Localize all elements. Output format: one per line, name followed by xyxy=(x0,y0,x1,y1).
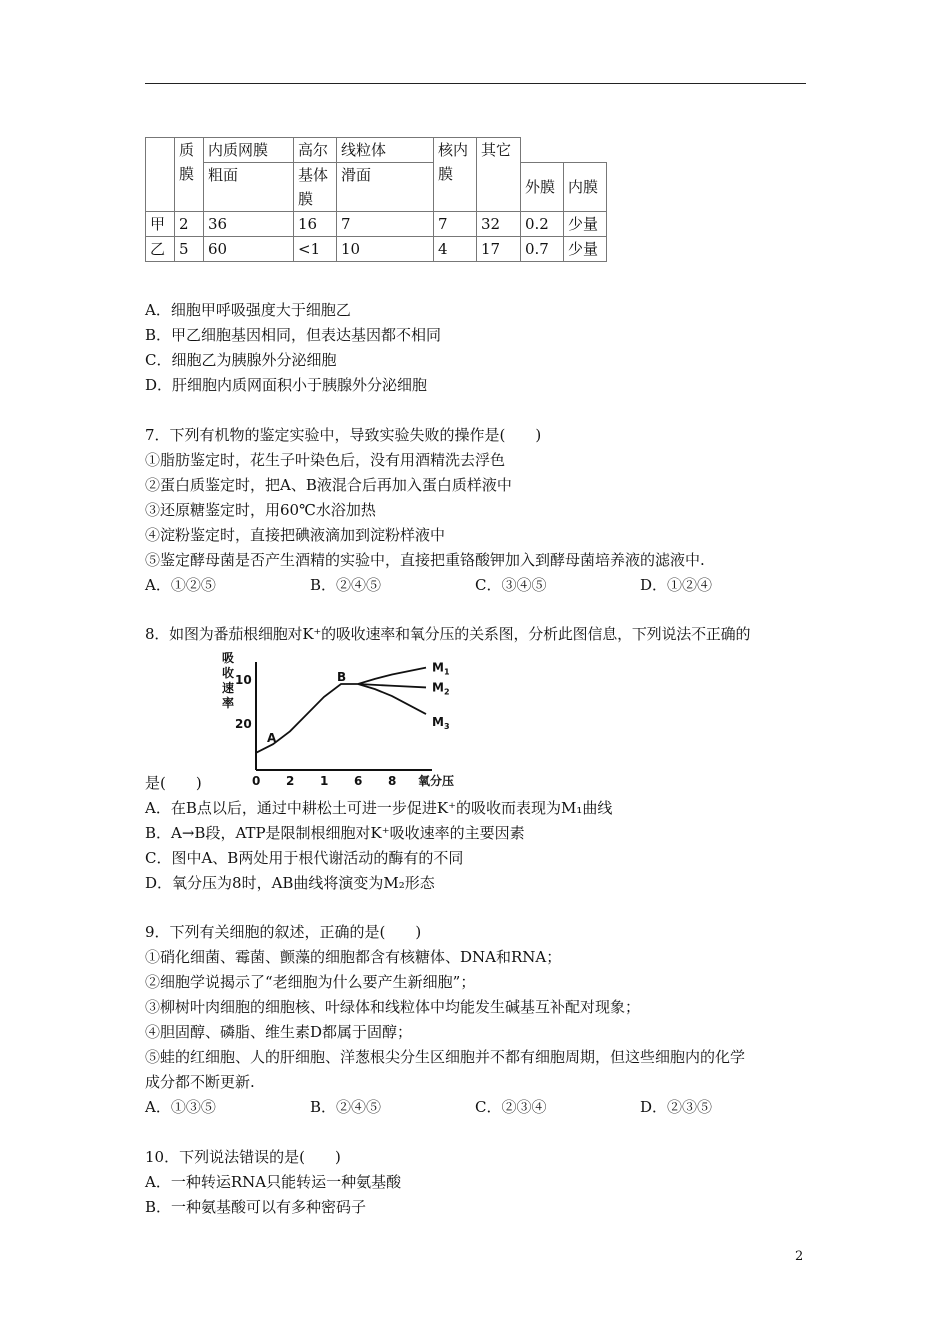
table-cell: 质膜 xyxy=(175,138,204,212)
y-label-char: 吸 xyxy=(222,651,235,665)
table-cell: 7 xyxy=(434,212,477,237)
curve-group xyxy=(256,661,450,753)
cell-text: 核内 xyxy=(438,141,469,159)
series-label-m2: $M_2$ xyxy=(432,680,450,697)
table-cell: 60 xyxy=(204,237,294,262)
q8-option-d: D．氧分压为8时，AB曲线将演变为M₂形态 xyxy=(145,874,435,892)
q7-stem: 7．下列有机物的鉴定实验中，导致实验失败的操作是( ) xyxy=(145,426,542,444)
table-cell: 36 xyxy=(204,212,294,237)
q9-option-b: B．②④⑤ xyxy=(310,1098,382,1116)
table-cell: 17 xyxy=(477,237,521,262)
y-label-char: 率 xyxy=(222,696,235,710)
q7-option-c: C．③④⑤ xyxy=(475,576,547,594)
q9-item: ①硝化细菌、霉菌、颤藻的细胞都含有核糖体、DNA和RNA； xyxy=(145,948,562,966)
q9-item: ③柳树叶肉细胞的细胞核、叶绿体和线粒体中均能发生碱基互补配对现象； xyxy=(145,998,641,1016)
q7-option-b: B．②④⑤ xyxy=(310,576,382,594)
q9-option-a: A．①③⑤ xyxy=(145,1098,216,1116)
point-label-b: B xyxy=(337,670,347,684)
q7-item: ①脂肪鉴定时，花生子叶染色后，没有用酒精洗去浮色 xyxy=(145,451,506,469)
q8-option-c: C．图中A、B两处用于根代谢活动的酶有的不同 xyxy=(145,849,464,867)
q9-option-d: D．②③⑤ xyxy=(640,1098,713,1116)
table-cell: 内膜 xyxy=(564,163,607,212)
q7-item: ③还原糖鉴定时，用60℃水浴加热 xyxy=(145,501,376,519)
q9-stem: 9．下列有关细胞的叙述，正确的是( ) xyxy=(145,923,422,941)
table-cell xyxy=(434,138,477,212)
table-cell xyxy=(521,138,607,163)
y-label-char: 速 xyxy=(222,681,235,695)
table-cell: 线粒体 xyxy=(337,138,434,163)
x-tick-label: 8 xyxy=(388,774,397,788)
q6-option-b: B．甲乙细胞基因相同，但表达基因都不相同 xyxy=(145,326,442,344)
x-tick-label: 0 xyxy=(252,774,261,788)
q9-item: 成分都不断更新. xyxy=(145,1073,255,1091)
series-label-m3: $M_3$ xyxy=(432,715,450,732)
table-row xyxy=(146,163,607,212)
y-label-char: 收 xyxy=(222,666,235,680)
table-cell: <1 xyxy=(294,237,337,262)
table-cell: 粗面 xyxy=(204,163,294,212)
q7-item: ⑤鉴定酵母菌是否产生酒精的实验中，直接把重铬酸钾加入到酵母菌培养液的滤液中. xyxy=(145,551,705,569)
table-cell: 滑面 xyxy=(337,163,434,212)
table-cell: 5 xyxy=(175,237,204,262)
q9-item: ②细胞学说揭示了“老细胞为什么要产生新细胞”； xyxy=(145,973,476,991)
table-cell: 其它 xyxy=(477,138,521,212)
table-cell: 少量 xyxy=(564,237,607,262)
q8-option-b: B．A→B段，ATP是限制根细胞对K⁺吸收速率的主要因素 xyxy=(145,824,525,842)
table-cell: 10 xyxy=(337,237,434,262)
table-cell: 基体膜 xyxy=(294,163,337,212)
q6-option-c: C．细胞乙为胰腺外分泌细胞 xyxy=(145,351,337,369)
table-cell: 少量 xyxy=(564,212,607,237)
table-cell: 甲 xyxy=(146,212,175,237)
q7-option-a: A．①②⑤ xyxy=(145,576,216,594)
table-cell: 4 xyxy=(434,237,477,262)
q9-item: ⑤蛙的红细胞、人的肝细胞、洋葱根尖分生区细胞并不都有细胞周期，但这些细胞内的化学 xyxy=(145,1048,746,1066)
y-tick-label: 20 xyxy=(235,717,252,731)
table-cell: 内质网膜 xyxy=(204,138,294,163)
q8-stem-end: 是( ) xyxy=(145,774,202,792)
cell-text: 膜 xyxy=(438,165,454,183)
y-axis-label xyxy=(222,651,235,710)
q10-option-a: A．一种转运RNA只能转运一种氨基酸 xyxy=(145,1173,402,1191)
q6-option-d: D．肝细胞内质网面积小于胰腺外分泌细胞 xyxy=(145,376,428,394)
q10-stem: 10．下列说法错误的是( ) xyxy=(145,1148,341,1166)
q9-item: ④胆固醇、磷脂、维生素D都属于固醇； xyxy=(145,1023,413,1041)
x-tick-label: 2 xyxy=(286,774,295,788)
table-cell: 高尔 xyxy=(294,138,337,163)
table-cell: 16 xyxy=(294,212,337,237)
point-label-a: A xyxy=(267,731,277,746)
table-cell: 0.7 xyxy=(521,237,564,262)
table-cell: 7 xyxy=(337,212,434,237)
x-axis-label: 氧分压 xyxy=(418,774,455,788)
x-tick-label: 6 xyxy=(354,774,363,788)
table-row xyxy=(146,237,607,262)
q6-option-a: A．细胞甲呼吸强度大于细胞乙 xyxy=(145,301,351,319)
organelle-table xyxy=(145,137,607,262)
page-number: 2 xyxy=(795,1249,804,1264)
k-absorption-chart xyxy=(220,650,460,790)
q9-option-c: C．②③④ xyxy=(475,1098,547,1116)
q7-item: ④淀粉鉴定时，直接把碘液滴加到淀粉样液中 xyxy=(145,526,446,544)
header-rule xyxy=(145,83,806,84)
table-cell: 0.2 xyxy=(521,212,564,237)
q7-option-d: D．①②④ xyxy=(640,576,713,594)
table-cell: 32 xyxy=(477,212,521,237)
q8-option-a: A．在B点以后，通过中耕松土可进一步促进K⁺的吸收而表现为M₁曲线 xyxy=(145,799,613,817)
y-tick-label: 10 xyxy=(235,673,252,687)
x-tick-label: 1 xyxy=(320,774,329,788)
q10-option-b: B．一种氨基酸可以有多种密码子 xyxy=(145,1198,367,1216)
table-cell: 2 xyxy=(175,212,204,237)
series-line-m3 xyxy=(358,684,426,714)
q8-stem: 8．如图为番茄根细胞对K⁺的吸收速率和氧分压的关系图，分析此图信息，下列说法不正确的 xyxy=(145,625,751,643)
table-cell: 外膜 xyxy=(521,163,564,212)
table-cell: 乙 xyxy=(146,237,175,262)
q7-item: ②蛋白质鉴定时，把A、B液混合后再加入蛋白质样液中 xyxy=(145,476,512,494)
table-row xyxy=(146,212,607,237)
series-label-m1: $M_1$ xyxy=(432,660,450,677)
table-row xyxy=(146,138,607,163)
table-cell xyxy=(146,138,175,212)
